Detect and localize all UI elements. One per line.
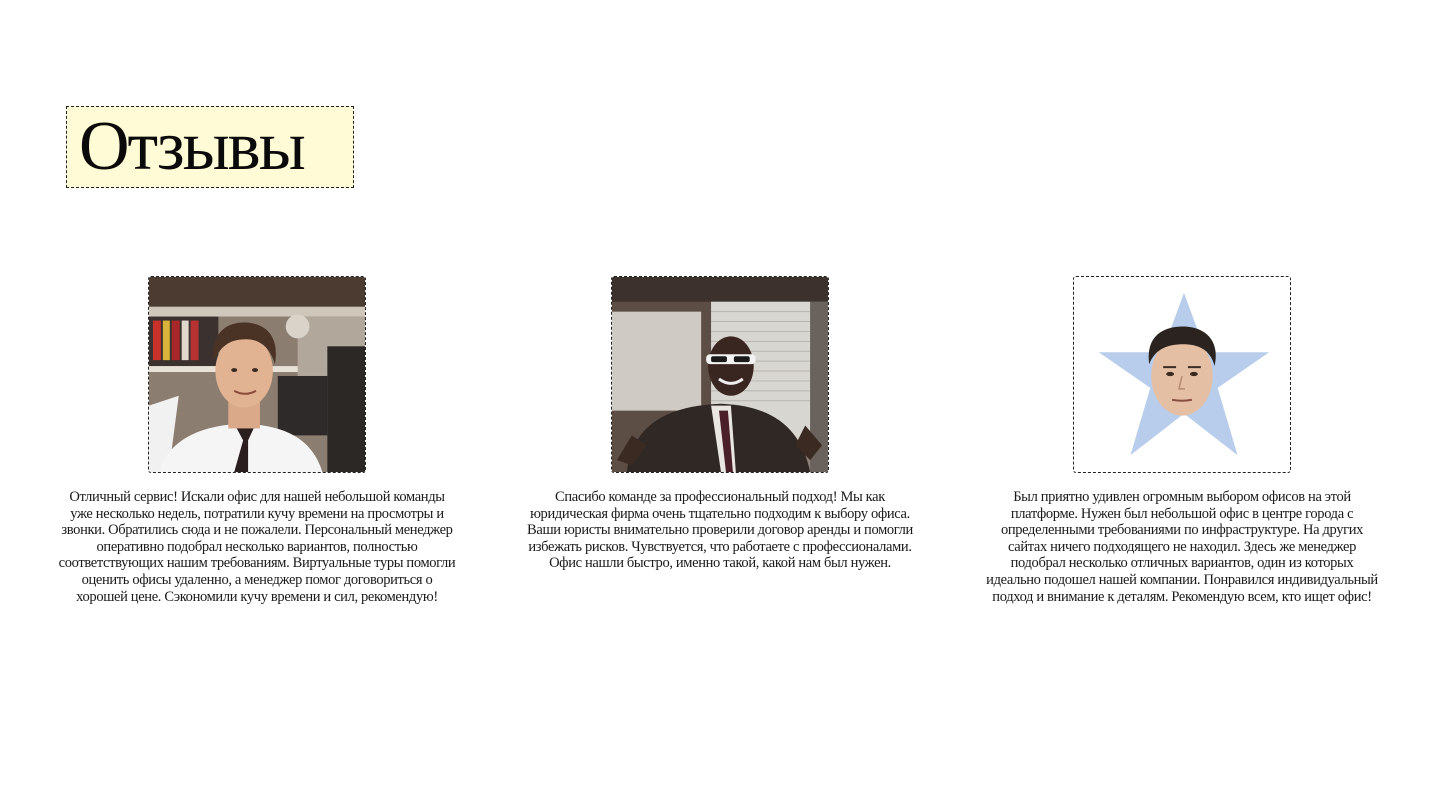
review-text: Отличный сервис! Искали офис для нашей небольшой команды уже несколько недель, потратили кучу времени на просмотры и звонки. Обратились сюда и не пожалели. Персональный менеджер оперативно подобрал несколько вариантов, полностью соответствующих нашим требованиям. Виртуальные туры помогли оценить офисы удаленно, а менеджер помог договориться о хорошей цене. Сэкономили кучу времени и сил, рекомендую! (58, 489, 456, 605)
review-card (520, 276, 920, 572)
review-card (57, 276, 457, 605)
person-photo-icon (148, 276, 366, 473)
star-portrait-icon (1073, 276, 1291, 473)
review-card (982, 276, 1382, 605)
review-text: Спасибо команде за профессиональный подход! Мы как юридическая фирма очень тщательно подходим к выбору офиса. Ваши юристы внимательно проверили договор аренды и помогли избежать рисков. Чувствуется, что работаете с профессионалами. Офис нашли быстро, именно такой, какой нам был нужен. (527, 489, 913, 572)
page-title: Отзывы (79, 108, 304, 185)
person-photo-icon (611, 276, 829, 473)
page-title-box (66, 106, 354, 188)
review-text: Был приятно удивлен огромным выбором офисов на этой платформе. Нужен был небольшой офис в центре города с определенными требованиями по инфраструктуре. На других сайтах ничего подходящего не находил. Здесь же менеджер подобрал несколько отличных вариантов, один из которых идеально подошел нашей компании. Понравился индивидуальный подход и внимание к деталям. Рекомендую всем, кто ищет офис! (986, 489, 1378, 605)
